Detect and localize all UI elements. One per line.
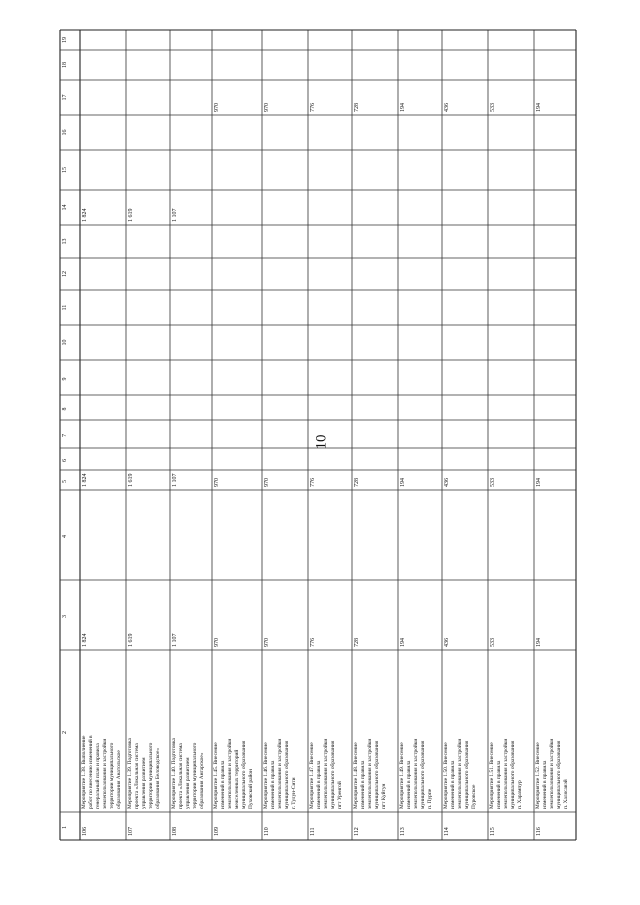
measure-description: Мероприятие 1.39. Подготовка — [127, 738, 134, 809]
measure-description: изменений в правила — [542, 760, 549, 809]
cell-value: 1 107 — [172, 208, 179, 222]
row-number: 110 — [264, 827, 271, 836]
measure-description: п. Харампур — [517, 780, 524, 809]
measure-description: образования Анатольское — [116, 750, 123, 809]
cell-value: 436 — [444, 103, 451, 112]
cell-value: 1 619 — [128, 633, 135, 647]
measure-description: Мероприятие 1.47. Внесение — [309, 742, 316, 809]
measure-description: муниципального образования — [556, 740, 563, 809]
measure-description: землепользования и застройки — [457, 738, 464, 809]
column-number: 5 — [62, 480, 69, 483]
measure-description: землепользования и застройки — [323, 738, 330, 809]
cell-value: 776 — [310, 638, 317, 647]
measure-description: пгт Уренгой — [337, 781, 344, 809]
measure-description: муниципального образования — [330, 740, 337, 809]
column-number: 19 — [62, 37, 69, 43]
measure-description: Пуховский район — [248, 769, 255, 809]
measure-description: землепользования и застройки — [413, 738, 420, 809]
row-number: 111 — [310, 827, 317, 836]
measure-description: Мероприятие 1.50. Внесение — [443, 742, 450, 809]
cell-value: 1 619 — [128, 208, 135, 222]
cell-value: 194 — [536, 478, 543, 487]
cell-value: 194 — [536, 638, 543, 647]
measure-description: Мероприятие 1.45. Внесение — [213, 742, 220, 809]
row-number: 114 — [444, 827, 451, 836]
measure-description: землепользования и застройки — [227, 738, 234, 809]
column-number: 2 — [62, 731, 69, 734]
row-number: 116 — [536, 827, 543, 836]
measure-description: управления развитием — [141, 757, 148, 809]
cell-value: 970 — [264, 103, 271, 112]
measure-description: землепользования и застройки — [549, 738, 556, 809]
measure-description: генеральный план и правила — [95, 743, 102, 809]
measure-description: изменений в правила — [316, 760, 323, 809]
column-number: 9 — [62, 377, 69, 381]
cell-value: 436 — [444, 478, 451, 487]
column-number: 14 — [62, 204, 69, 211]
measure-description: муниципального образования — [420, 740, 427, 809]
measure-description: Мероприятие 1.40. Подготовка — [171, 738, 178, 809]
cell-value: 1 107 — [172, 633, 179, 647]
column-number: 10 — [62, 339, 69, 346]
measure-description: Мероприятие 1.46. Внесение — [263, 742, 270, 809]
measure-description: землепользования и застройки — [102, 738, 109, 809]
measure-description: межселенных территорий — [234, 749, 241, 809]
measure-description: территории муниципального — [148, 742, 155, 809]
row-number: 113 — [400, 827, 407, 836]
measure-description: изменений в правила — [450, 760, 457, 809]
measure-description: Мероприятие 1.38. Выполнение — [81, 735, 88, 809]
measure-description: муниципального образования — [464, 740, 471, 809]
column-number: 13 — [62, 238, 69, 245]
cell-value: 1 824 — [82, 208, 89, 222]
measure-description: образования Ангарское» — [199, 752, 206, 809]
cell-value: 728 — [354, 478, 361, 487]
measure-description: пгт Куйтун — [381, 783, 388, 809]
cell-value: 970 — [214, 103, 221, 112]
column-number: 4 — [62, 535, 69, 538]
column-number: 8 — [62, 407, 69, 411]
page-number: 10 — [313, 434, 330, 450]
row-number: 106 — [82, 827, 89, 836]
cell-value: 194 — [400, 638, 407, 647]
cell-value: 728 — [354, 638, 361, 647]
cell-value: 970 — [264, 478, 271, 487]
cell-value: 1 824 — [82, 633, 89, 647]
measure-description: территории муниципального — [192, 742, 199, 809]
row-number: 112 — [354, 827, 361, 836]
cell-value: 1 824 — [82, 473, 89, 487]
cell-value: 194 — [400, 103, 407, 112]
column-number: 18 — [62, 62, 69, 68]
measure-description: изменений в правила — [360, 760, 367, 809]
cell-value: 1 107 — [172, 473, 179, 487]
measure-description: муниципального образования — [374, 740, 381, 809]
row-number: 115 — [490, 827, 497, 836]
measure-description: изменений в правила — [496, 760, 503, 809]
cell-value: 194 — [536, 103, 543, 112]
measure-description: муниципального образования — [510, 740, 517, 809]
measure-description: г. Тулун-Сити — [291, 777, 298, 809]
measure-description: муниципального образования — [241, 740, 248, 809]
column-number: 7 — [62, 434, 69, 437]
row-number: 109 — [214, 827, 221, 836]
measure-description: Мероприятие 1.49. Внесение — [399, 742, 406, 809]
cell-value: 970 — [264, 638, 271, 647]
cell-value: 970 — [214, 478, 221, 487]
column-number: 1 — [62, 826, 69, 829]
measure-description: Мероприятие 1.52. Внесение — [535, 742, 542, 809]
measure-description: образования Беловодское» — [155, 747, 162, 809]
measure-description: работ по внесению изменений в — [88, 735, 95, 809]
cell-value: 776 — [310, 103, 317, 112]
column-number: 12 — [62, 271, 69, 277]
cell-value: 970 — [214, 638, 221, 647]
measure-description: проекта «Локальная система — [178, 743, 185, 809]
cell-value: 436 — [444, 638, 451, 647]
cell-value: 1 619 — [128, 473, 135, 487]
column-number: 17 — [62, 94, 69, 101]
measure-description: п. Халясавэй — [563, 779, 570, 809]
cell-value: 728 — [354, 103, 361, 112]
column-number: 16 — [62, 129, 69, 136]
measure-description: изменений в правила — [406, 760, 413, 809]
column-number: 3 — [62, 615, 69, 618]
cell-value: 194 — [400, 478, 407, 487]
measure-description: Мероприятие 1.51. Внесение — [489, 742, 496, 809]
cell-value: 776 — [310, 478, 317, 487]
cell-value: 533 — [490, 638, 497, 647]
measure-description: землепользования и застройки — [367, 738, 374, 809]
measure-description: муниципального образования — [284, 740, 291, 809]
measure-description: Пуровское — [471, 784, 478, 809]
measure-description: проекта «Локальная система — [134, 743, 141, 809]
cell-value: 533 — [490, 103, 497, 112]
measure-description: территории муниципального — [109, 742, 116, 809]
measure-description: управления развитием — [185, 757, 192, 809]
measure-description: изменений в правила — [220, 760, 227, 809]
row-number: 107 — [128, 827, 135, 836]
row-number: 108 — [172, 827, 179, 836]
cell-value: 533 — [490, 478, 497, 487]
measure-description: изменений в правила — [270, 760, 277, 809]
column-number: 6 — [62, 459, 69, 462]
column-number: 15 — [62, 167, 69, 173]
column-number: 11 — [62, 304, 69, 311]
measure-description: землепользования и застройки — [277, 738, 284, 809]
measure-description: п. Пурпе — [427, 788, 434, 809]
measure-description: Мероприятие 1.48. Внесение — [353, 742, 360, 809]
measure-description: землепользования и застройки — [503, 738, 510, 809]
